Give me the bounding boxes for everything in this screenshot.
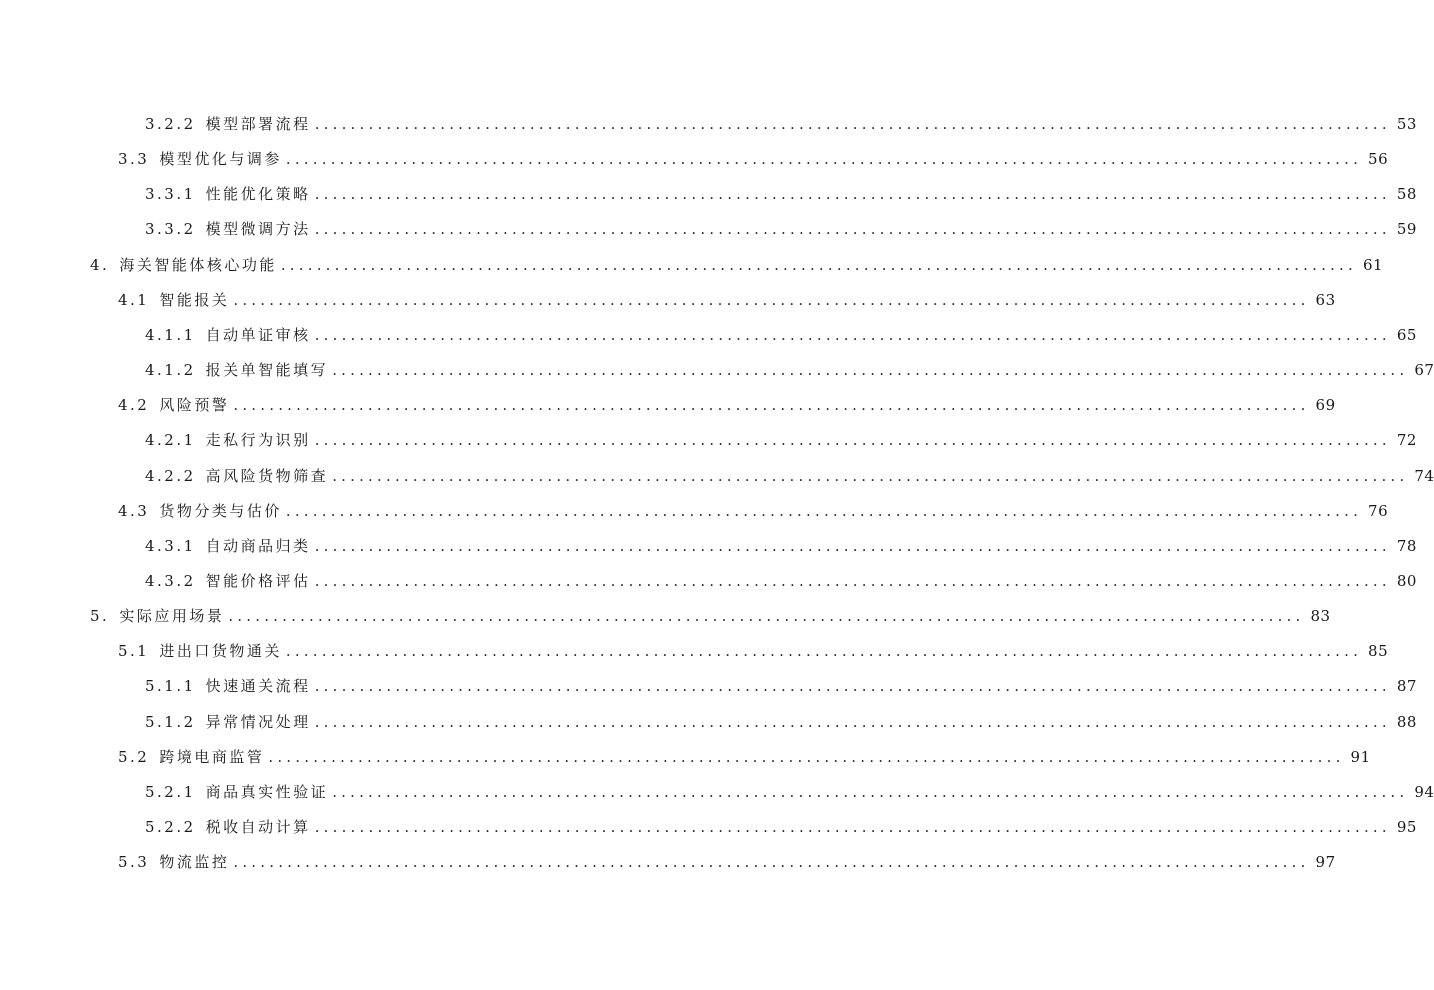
toc-entry	[90, 603, 1331, 629]
toc-dot-leader: ........................................................................................................................	[314, 818, 1391, 836]
toc-entry-title: 风险预警	[159, 396, 230, 415]
toc-dot-leader: ........................................................................................................................	[285, 642, 1363, 661]
toc-entry-page-number: 72	[1396, 431, 1417, 450]
toc-dot-leader: ........................................................................................................................	[280, 255, 1357, 274]
toc-dot-leader: ........................................................................................................................	[233, 396, 1310, 415]
toc-entry-number: 4.3	[118, 501, 150, 520]
toc-entry	[145, 779, 1434, 805]
toc-dot-leader: ........................................................................................................................	[332, 361, 1409, 380]
toc-entry-title: 商品真实性验证	[205, 782, 329, 801]
toc-entry-title: 税收自动计算	[205, 818, 311, 836]
toc-entry-page-number: 78	[1396, 536, 1417, 555]
toc-entry-page-number: 80	[1396, 571, 1417, 590]
toc-dot-leader: ........................................................................................................................	[314, 431, 1391, 450]
toc-dot-leader: ........................................................................................................................	[285, 501, 1363, 520]
toc-entry	[118, 744, 1371, 770]
toc-entry-number: 5.2.1	[145, 782, 196, 801]
toc-entry-title: 快速通关流程	[205, 677, 311, 696]
toc-entry-number: 4.2.1	[145, 431, 196, 450]
toc-entry-number: 4.2	[118, 396, 150, 415]
toc-entry-page-number: 87	[1396, 677, 1417, 696]
toc-entry-title: 自动商品归类	[205, 536, 311, 555]
toc-entry	[145, 216, 1417, 242]
toc-entry-page-number: 56	[1368, 150, 1389, 169]
toc-entry	[145, 463, 1434, 489]
toc-entry	[145, 814, 1417, 840]
toc-entry-title: 模型微调方法	[205, 220, 311, 239]
toc-entry-title: 模型部署流程	[205, 115, 311, 133]
toc-entry-number: 3.3.1	[145, 185, 196, 204]
toc-entry-title: 报关单智能填写	[205, 361, 329, 380]
toc-dot-leader: ........................................................................................................................	[332, 782, 1409, 801]
toc-entry-page-number: 69	[1315, 396, 1336, 415]
toc-entry-title: 性能优化策略	[205, 185, 311, 204]
toc-entry	[118, 146, 1389, 172]
toc-dot-leader: ........................................................................................................................	[314, 571, 1391, 590]
toc-entry-title: 模型优化与调参	[159, 150, 282, 169]
toc-entry-number: 5.1.1	[145, 677, 196, 696]
toc-dot-leader: ........................................................................................................................	[228, 607, 1305, 626]
toc-entry	[145, 111, 1417, 137]
toc-entry-number: 5.2	[118, 747, 150, 766]
toc-entry-title: 智能报关	[159, 290, 230, 309]
toc-entry-number: 5.1.2	[145, 712, 196, 731]
toc-entry-page-number: 76	[1368, 501, 1389, 520]
toc-entry-page-number: 58	[1396, 185, 1417, 204]
toc-entry-page-number: 63	[1315, 290, 1336, 309]
toc-entry	[90, 252, 1384, 278]
toc-entry-page-number: 65	[1396, 325, 1417, 344]
toc-entry-number: 5.1	[118, 642, 150, 661]
toc-entry-title: 进出口货物通关	[159, 642, 282, 661]
toc-entry	[145, 673, 1417, 699]
toc-entry	[145, 427, 1417, 453]
toc-dot-leader: ........................................................................................................................	[233, 290, 1310, 309]
toc-entry-page-number: 61	[1363, 255, 1384, 274]
toc-entry-title: 高风险货物筛查	[205, 466, 329, 485]
toc-entry-page-number: 85	[1368, 642, 1389, 661]
toc-entry-title: 走私行为识别	[205, 431, 311, 450]
toc-entry-page-number: 59	[1396, 220, 1417, 239]
toc-entry-page-number: 53	[1396, 115, 1417, 133]
toc-entry-title: 物流监控	[159, 853, 230, 872]
toc-entry-number: 5.3	[118, 853, 150, 872]
toc-entry	[145, 568, 1417, 594]
toc-entry	[118, 498, 1389, 524]
toc-dot-leader: ........................................................................................................................	[314, 185, 1391, 204]
toc-entry-page-number: 83	[1310, 607, 1331, 626]
toc-entry-number: 4.1	[118, 290, 150, 309]
toc-entry-number: 3.3.2	[145, 220, 196, 239]
toc-entry	[118, 287, 1336, 313]
toc-entry-page-number: 88	[1396, 712, 1417, 731]
toc-dot-leader: ........................................................................................................................	[314, 712, 1391, 731]
toc-dot-leader: ........................................................................................................................	[314, 325, 1391, 344]
toc-entry-number: 4.3.1	[145, 536, 196, 555]
toc-entry-number: 4.3.2	[145, 571, 196, 590]
toc-entry-page-number: 95	[1396, 818, 1417, 836]
toc-entry-page-number: 94	[1414, 782, 1434, 801]
toc-entry-title: 货物分类与估价	[159, 501, 282, 520]
toc-entry-number: 4.1.2	[145, 361, 196, 380]
toc-entry-title: 自动单证审核	[205, 325, 311, 344]
toc-entry-title: 海关智能体核心功能	[119, 255, 277, 274]
toc-dot-leader: ........................................................................................................................	[233, 853, 1310, 872]
toc-entry	[145, 357, 1434, 383]
toc-entry-number: 3.2.2	[145, 115, 196, 133]
toc-entry-number: 5.	[90, 607, 110, 626]
toc-entry	[118, 392, 1336, 418]
toc-entry-number: 4.2.2	[145, 466, 196, 485]
toc-entry-page-number: 97	[1315, 853, 1336, 872]
toc-dot-leader: ........................................................................................................................	[314, 536, 1391, 555]
toc-entry-title: 实际应用场景	[119, 607, 225, 626]
toc-dot-leader: ........................................................................................................................	[314, 115, 1391, 133]
toc-dot-leader: ........................................................................................................................	[285, 150, 1363, 169]
toc-entry	[118, 849, 1336, 875]
toc-dot-leader: ........................................................................................................................	[332, 466, 1409, 485]
toc-entry	[145, 181, 1417, 207]
toc-entry	[145, 322, 1417, 348]
toc-entry-number: 4.1.1	[145, 325, 196, 344]
toc-entry-page-number: 67	[1414, 361, 1434, 380]
toc-entry	[145, 533, 1417, 559]
toc-entry-title: 智能价格评估	[205, 571, 311, 590]
toc-dot-leader: ........................................................................................................................	[314, 677, 1391, 696]
toc-entry-page-number: 91	[1350, 747, 1371, 766]
toc-entry-title: 跨境电商监管	[159, 747, 265, 766]
toc-entry-number: 4.	[90, 255, 110, 274]
toc-dot-leader: ........................................................................................................................	[268, 747, 1345, 766]
toc-dot-leader: ........................................................................................................................	[314, 220, 1391, 239]
toc-entry-number: 5.2.2	[145, 818, 196, 836]
toc-entry	[145, 709, 1417, 735]
toc-entry-number: 3.3	[118, 150, 150, 169]
toc-entry	[118, 638, 1389, 664]
toc-entry-title: 异常情况处理	[205, 712, 311, 731]
toc-entry-page-number: 74	[1414, 466, 1434, 485]
